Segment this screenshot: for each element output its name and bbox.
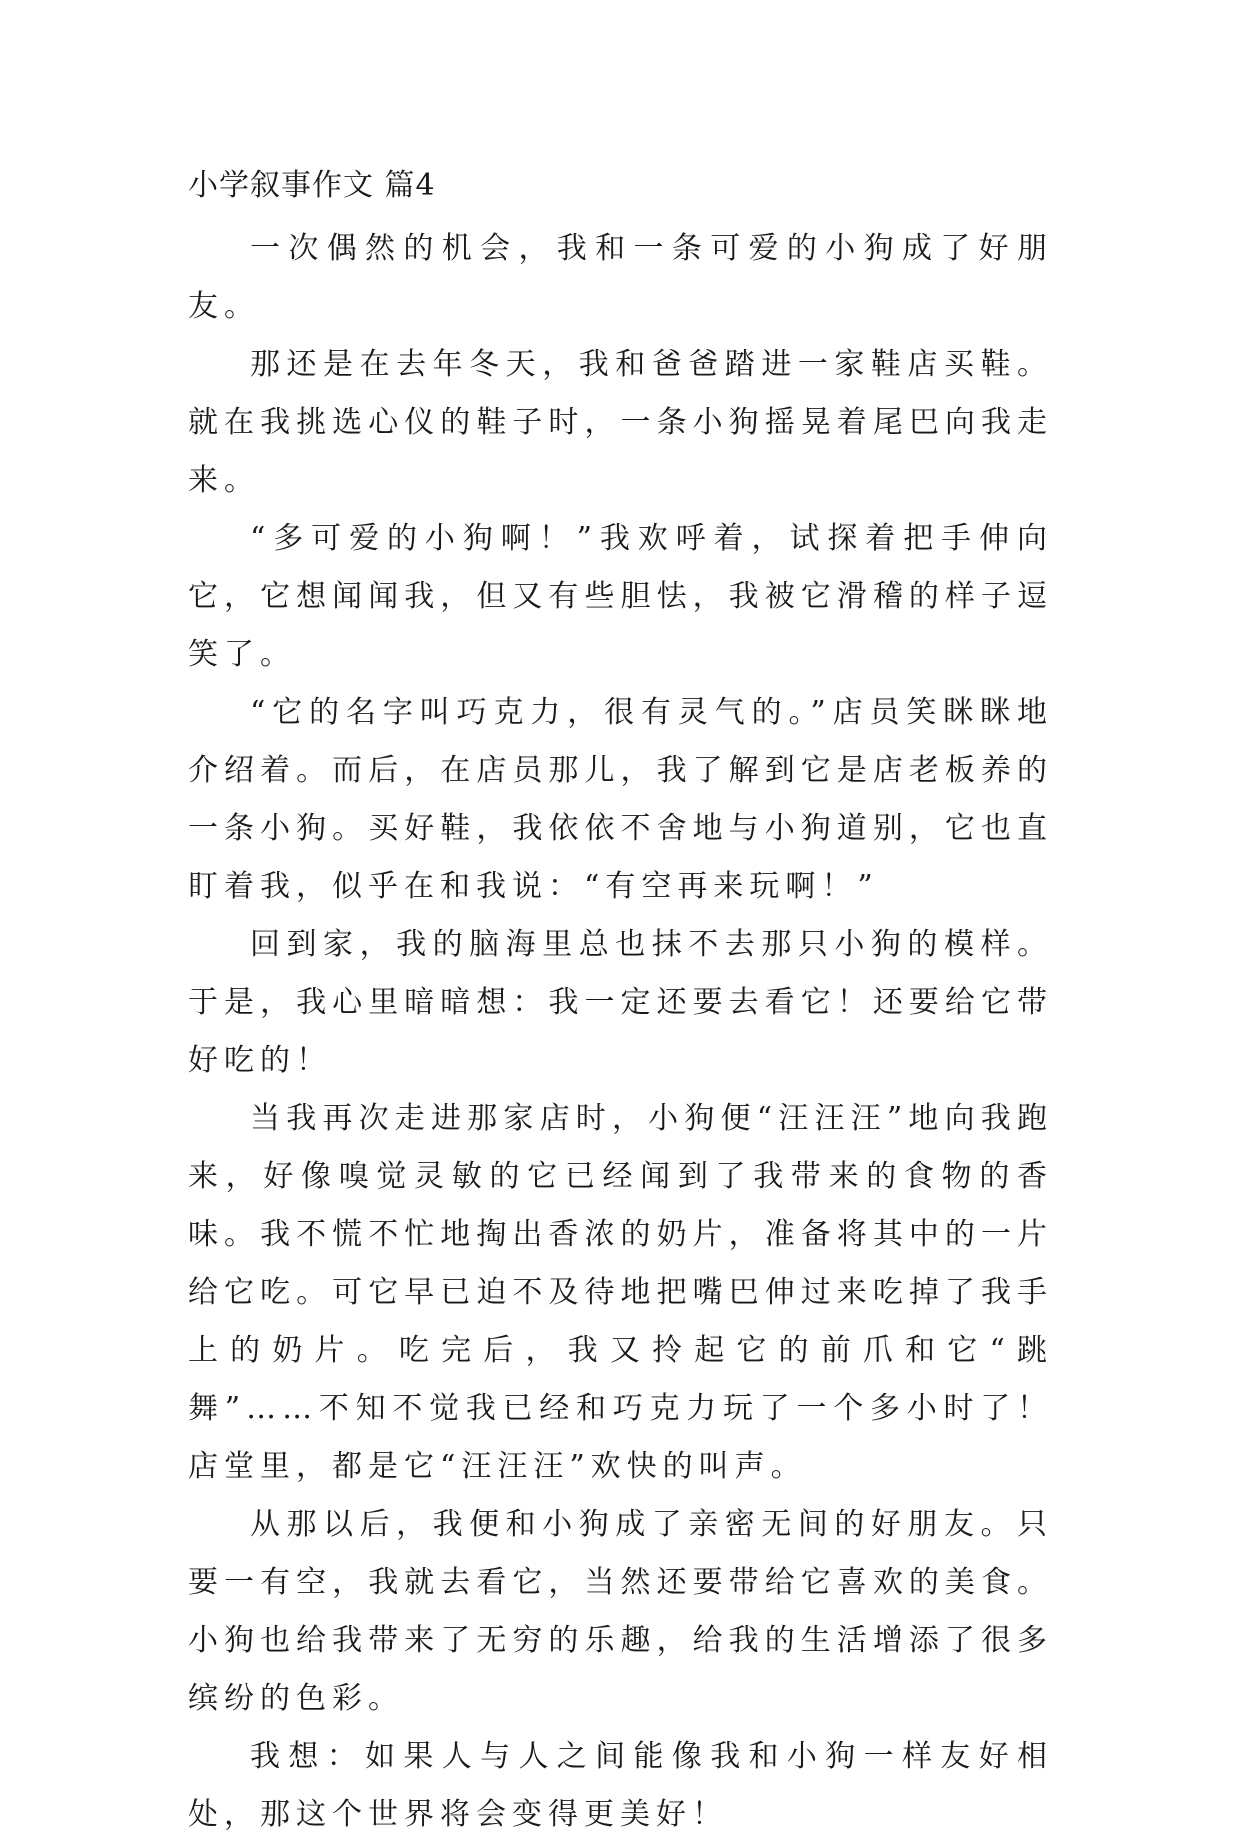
paragraph-2: 那还是在去年冬天，我和爸爸踏进一家鞋店买鞋。就在我挑选心仪的鞋子时，一条小狗摇晃着尾巴向我走来。	[188, 347, 1053, 498]
paragraph-4: “它的名字叫巧克力，很有灵气的。”店员笑眯眯地介绍着。而后，在店员那儿，我了解到它是店老板养的一条小狗。买好鞋，我依依不舍地与小狗道别，它也直盯着我，似乎在和我说：“有空再来玩啊！”	[188, 695, 1053, 904]
paragraph-3: “多可爱的小狗啊！”我欢呼着，试探着把手伸向它，它想闻闻我，但又有些胆怯，我被它滑稽的样子逗笑了。	[188, 521, 1053, 672]
document-body	[188, 164, 1053, 1844]
paragraph-1: 一次偶然的机会，我和一条可爱的小狗成了好朋友。	[188, 231, 1053, 324]
paragraph-8: 我想：如果人与人之间能像我和小狗一样友好相处，那这个世界将会变得更美好！	[188, 1739, 1053, 1832]
paragraph-5: 回到家，我的脑海里总也抹不去那只小狗的模样。于是，我心里暗暗想：我一定还要去看它！还要给它带好吃的！	[188, 927, 1053, 1078]
paragraph-7: 从那以后，我便和小狗成了亲密无间的好朋友。只要一有空，我就去看它，当然还要带给它喜欢的美食。小狗也给我带来了无穷的乐趣，给我的生活增添了很多缤纷的色彩。	[188, 1507, 1053, 1716]
document-title: 小学叙事作文 篇4	[188, 168, 436, 203]
paragraph-6: 当我再次走进那家店时，小狗便“汪汪汪”地向我跑来，好像嗅觉灵敏的它已经闻到了我带来的食物的香味。我不慌不忙地掏出香浓的奶片，准备将其中的一片给它吃。可它早已迫不及待地把嘴巴伸过来吃掉了我手上的奶片。吃完后，我又拎起它的前爪和它“跳舞”……不知不觉我已经和巧克力玩了一个多小时了！店堂里，都是它“汪汪汪”欢快的叫声。	[188, 1101, 1053, 1484]
